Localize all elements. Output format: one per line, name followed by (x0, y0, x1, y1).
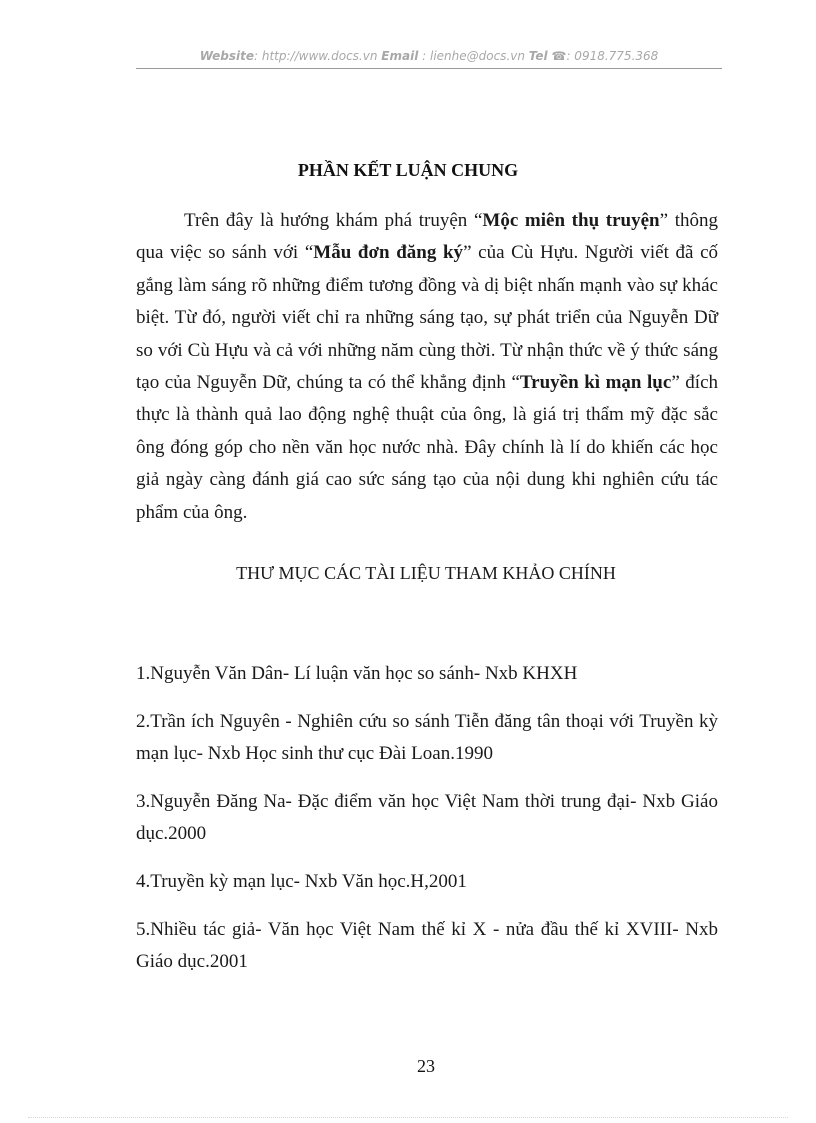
work-title-mau-don: Mẫu đơn đăng ký (313, 242, 464, 264)
website-label: Website (199, 49, 255, 63)
paragraph-text-2: ” thông qua việc so sánh với “ (136, 210, 718, 264)
reference-item: 1.Nguyễn Văn Dân- Lí luận văn học so sánh- Nxb KHXH (136, 663, 578, 684)
footer-divider (28, 1117, 788, 1118)
references-heading: THƯ MỤC CÁC TÀI LIỆU THAM KHẢO CHÍNH (236, 563, 616, 583)
reference-item: 4.Truyền kỳ mạn lục- Nxb Văn học.H,2001 (136, 871, 467, 892)
email-label: Email (381, 49, 419, 63)
references-list (136, 658, 718, 994)
tel-number: : 0918.775.368 (566, 49, 659, 63)
section-title: PHẦN KẾT LUẬN CHUNG (297, 160, 519, 180)
reference-item: 5.Nhiều tác giả- Văn học Việt Nam thế kỉ X - nửa đầu thế kỉ XVIII- Nxb Giáo dục.2001 (136, 919, 718, 972)
phone-icon: ☎ (551, 49, 567, 63)
page-number: 23 (417, 1056, 435, 1076)
website-url: : http://www.docs.vn (254, 49, 382, 63)
reference-item: 3.Nguyễn Đăng Na- Đặc điểm văn học Việt Nam thời trung đại- Nxb Giáo dục.2000 (136, 791, 718, 844)
paragraph-text-3: ” của Cù Hựu. Người viết đã cố gắng làm sáng rõ những điểm tương đồng và dị biệt nhấn mạnh vào sự khác biệt. Từ đó, người viết chỉ ra những sáng tạo, sự phát triển của Nguyễn Dữ so với Cù Hựu và cả với những năm cùng thời. Từ nhận thức về ý thức sáng tạo của Nguyễn Dữ, chúng ta có thể khẳng định “ (136, 242, 718, 394)
work-title-moc-mien: Mộc miên thụ truyện (482, 210, 660, 231)
conclusion-paragraph (136, 205, 718, 529)
reference-item: 2.Trần ích Nguyên - Nghiên cứu so sánh Tiễn đăng tân thoại với Truyền kỳ mạn lục- Nxb Học sinh thư cục Đài Loan.1990 (136, 711, 718, 764)
paragraph-text-4: ” đích thực là thành quả lao động nghệ thuật của ông, là giá trị thẩm mỹ đặc sắc ông đóng góp cho nền văn học nước nhà. Đây chính là lí do khiến các học giả ngày càng đánh giá cao sức sáng tạo của nội dung khi nghiên cứu tác phẩm của ông. (136, 372, 719, 523)
tel-label: Tel (528, 49, 548, 63)
work-title-truyen-ki: Truyền kì mạn lục (519, 372, 672, 394)
page-header (136, 46, 722, 69)
paragraph-text-1: Trên đây là hướng khám phá truyện “ (184, 210, 483, 231)
email-address: : lienhe@docs.vn (418, 49, 529, 63)
